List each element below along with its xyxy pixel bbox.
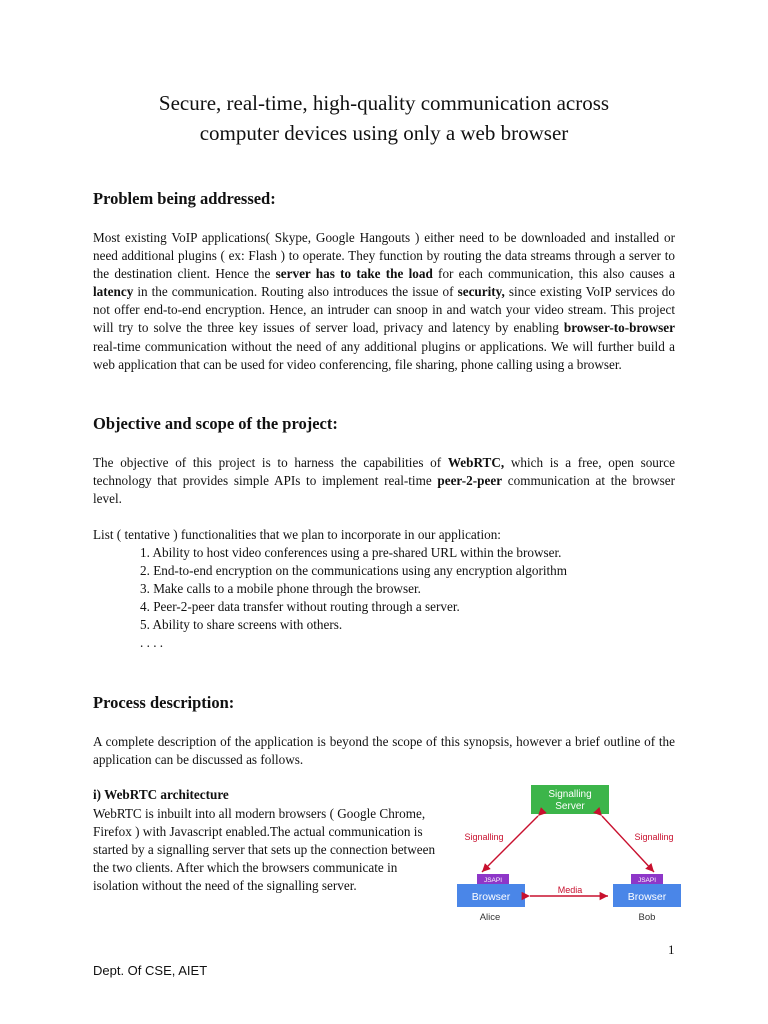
server-label-1: Signalling <box>548 789 592 800</box>
problem-text-3: in the communication. Routing also introduces the issue of <box>133 284 458 300</box>
title-line-2: computer devices using only a web browser <box>199 121 569 145</box>
jsapi-right-label: JSAPI <box>637 877 657 884</box>
webrtc-paragraph: WebRTC is inbuilt into all modern browsers ( Google Chrome, Firefox ) with Javascript enabled.The actual communication is started by a signalling server that sets up the connection between the two clients. After which the browsers communicate in isolation without the need of the signalling server. <box>93 806 436 894</box>
objective-bold-1: WebRTC, <box>447 455 505 470</box>
browser-right-label: Browser <box>627 891 667 903</box>
problem-text-4: since existing VoIP services do not offer end-to-end encryption. Hence, an intruder can snoop in and watch your video stream. This project will try to solve the three key issues of server load, privacy and latency by enabling <box>93 284 675 336</box>
problem-text-1: Most existing VoIP applications( Skype, Google Hangouts ) either need to be downloaded and installed or need additional plugins ( ex: Flash ) to operate. They function by routing the data streams through a server to the destination client. Hence the <box>93 230 675 282</box>
objective-bold-2: peer-2-peer <box>437 473 503 489</box>
objective-heading: Objective and scope of the project: <box>93 414 338 433</box>
signalling-label-right: Signalling <box>634 832 674 842</box>
webrtc-subheading: i) WebRTC architecture <box>93 787 229 802</box>
problem-bold-3: security, <box>457 284 505 300</box>
objective-text-1: The objective of this project is to harness the capabilities of <box>93 455 448 470</box>
problem-bold-2: latency <box>93 284 134 300</box>
process-heading: Process description: <box>93 693 235 712</box>
problem-bold-4: browser-to-browser <box>563 320 675 336</box>
signalling-label-left: Signalling <box>464 832 504 842</box>
server-label-2: Server <box>555 801 585 812</box>
problem-paragraph <box>93 229 675 374</box>
process-paragraph: A complete description of the application is beyond the scope of this synopsis, however a brief outline of the application can be discussed as follows. <box>93 734 675 768</box>
list-intro: List ( tentative ) functionalities that we plan to incorporate in our application: <box>93 527 501 542</box>
jsapi-left-label: JSAPI <box>483 877 503 884</box>
signalling-arrow-left <box>482 816 538 872</box>
list-item: 5. Ability to share screens with others. <box>140 617 343 633</box>
problem-text-2: for each communication, this also causes a <box>432 266 676 282</box>
objective-paragraph <box>93 454 675 508</box>
list-item: 1. Ability to host video conferences using a pre-shared URL within the browser. <box>140 545 562 560</box>
title-line-1: Secure, real-time, high-quality communication across <box>158 91 610 115</box>
list-item: 4. Peer-2-peer data transfer without routing through a server. <box>140 599 460 615</box>
webrtc-architecture-diagram <box>446 780 690 928</box>
problem-text-5: real-time communication without the need of any additional plugins or applications. We will further build a web application that can be used for video conferencing, file sharing, phone calling using a browser. <box>93 338 675 372</box>
list-item: 2. End-to-end encryption on the communications using any encryption algorithm <box>140 563 568 579</box>
list-item: . . . . <box>140 635 164 651</box>
page-number: 1 <box>668 942 675 957</box>
browser-left-label: Browser <box>471 891 511 903</box>
problem-bold-1: server has to take the load <box>275 266 433 282</box>
objective-text-2: which is a free, open source technology that provides simple APIs to implement real-time <box>93 455 675 489</box>
document-title <box>0 88 768 148</box>
bob-label: Bob <box>638 912 656 923</box>
problem-heading: Problem being addressed: <box>93 189 276 208</box>
list-item: 3. Make calls to a mobile phone through the browser. <box>140 581 421 597</box>
alice-label: Alice <box>479 912 501 923</box>
functionality-list <box>140 544 567 653</box>
signalling-arrow-right <box>602 816 654 872</box>
footer-dept: Dept. Of CSE, AIET <box>93 963 208 978</box>
objective-text-3: communication at the browser level. <box>93 473 675 507</box>
media-label: Media <box>557 885 583 895</box>
